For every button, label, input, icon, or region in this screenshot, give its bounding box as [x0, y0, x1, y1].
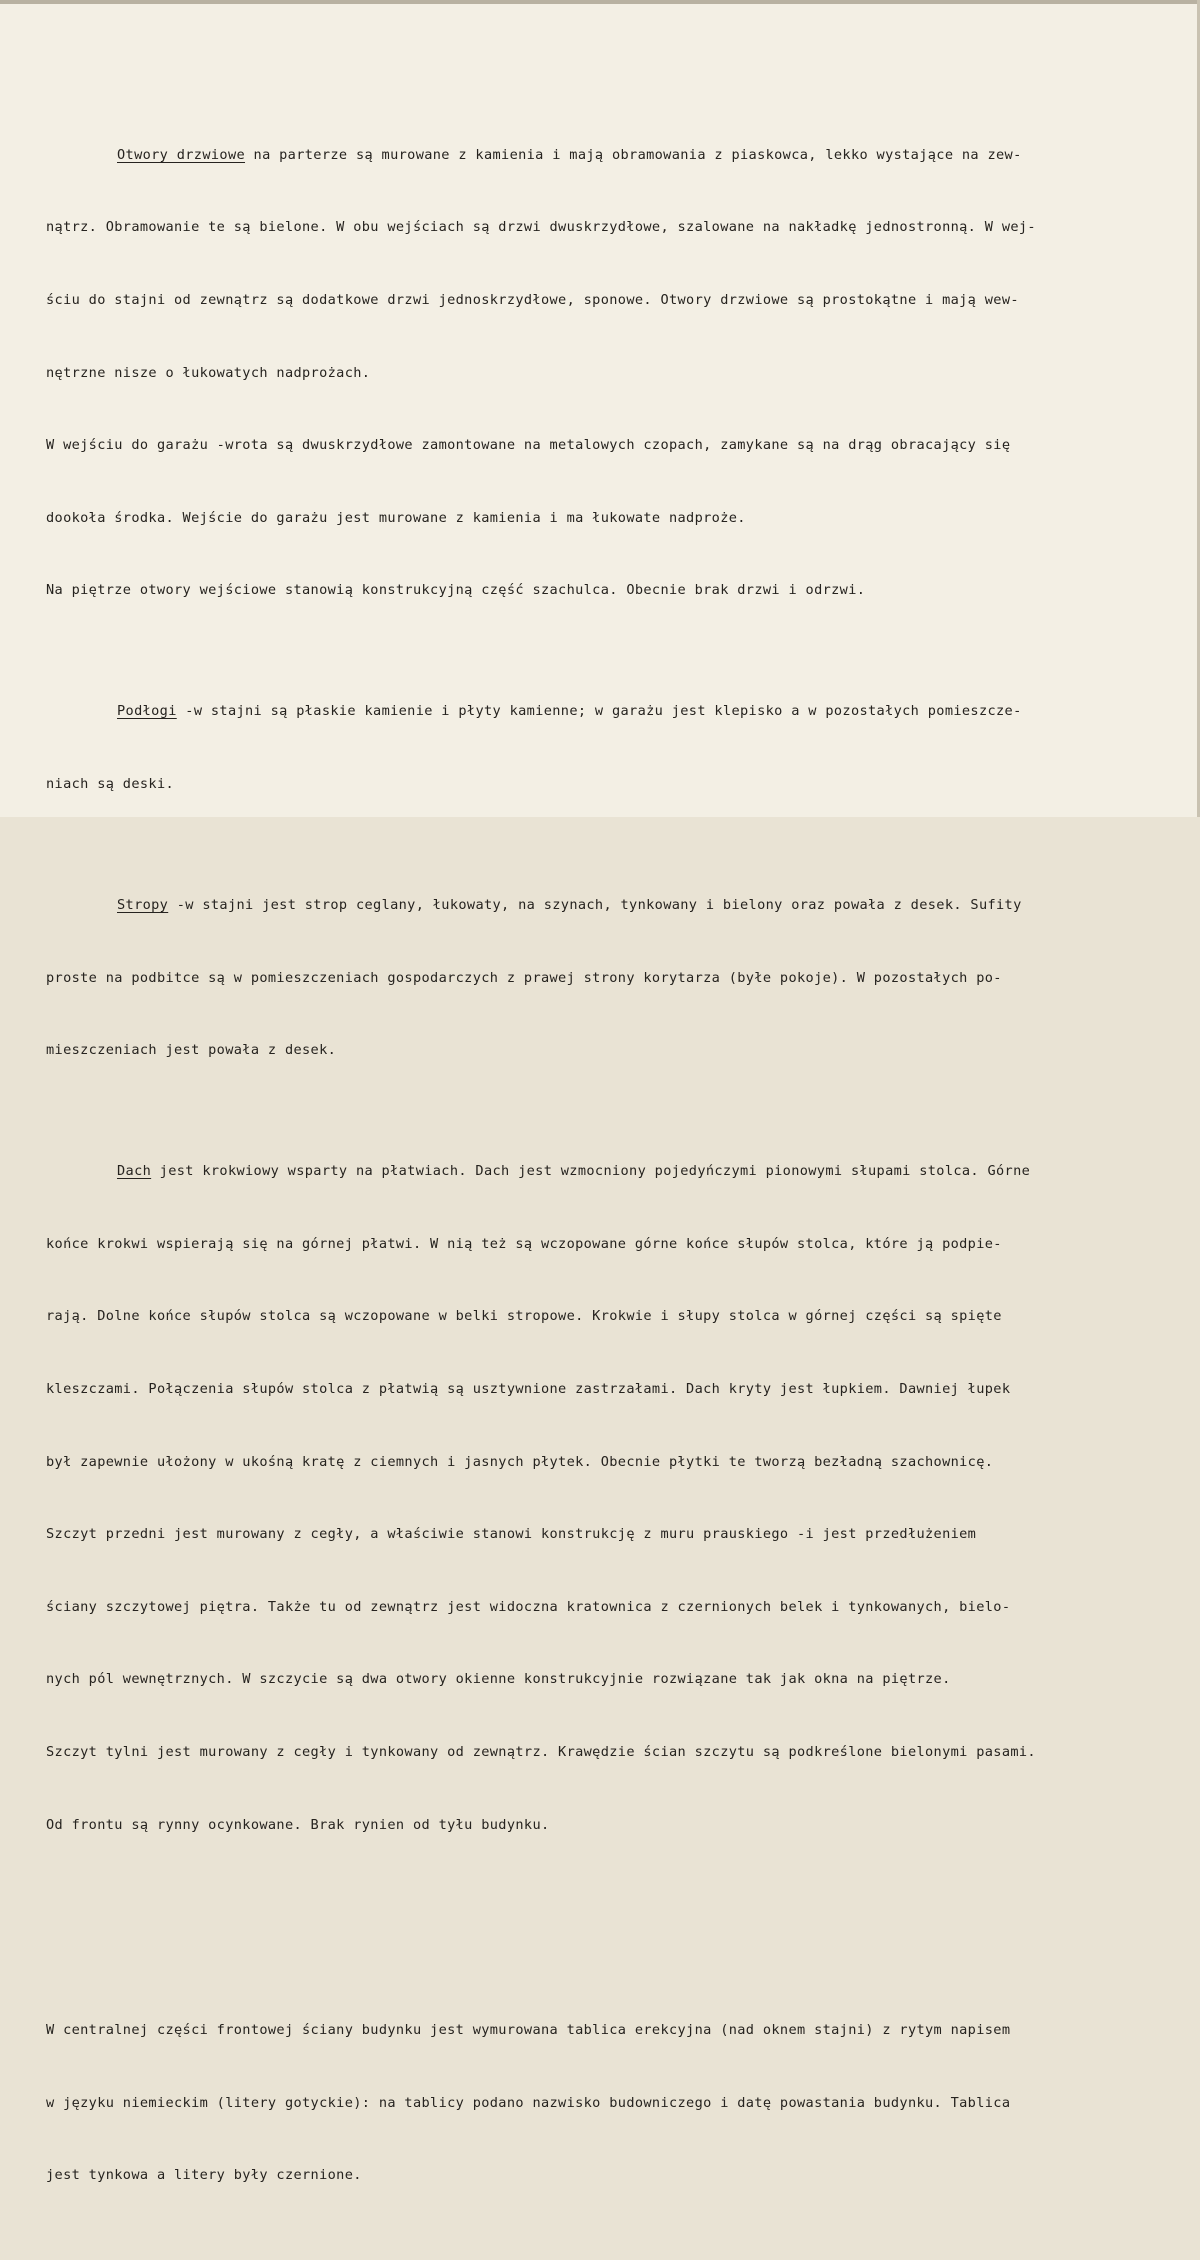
p1-line-5: W wejściu do garażu -wrota są dwuskrzydłowe zamontowane na metalowych czopach, zamykane są na drąg obracający się: [46, 437, 1011, 454]
heading-otwory-drzwiowe: Otwory drzwiowe: [117, 146, 246, 163]
p3-line-1: Stropy -w stajni jest strop ceglany, łukowaty, na szynach, tynkowany i bielony oraz powała z desek. Sufity: [117, 896, 1022, 913]
p1-line-2: nątrz. Obramowanie te są bielone. W obu wejściach są drzwi dwuskrzydłowe, szalowane na nakładkę jednostronną. W wej-: [46, 219, 1036, 236]
p1-line-3: ściu do stajni od zewnątrz są dodatkowe drzwi jednoskrzydłowe, sponowe. Otwory drzwiowe są prostokątne i mają wew-: [46, 292, 1019, 308]
heading-stropy: Stropy: [117, 896, 169, 913]
p4-line-3: rają. Dolne końce słupów stolca są wczopowane w belki stropowe. Krokwie i słupy stolca w górnej części są spięte: [46, 1308, 1002, 1325]
p5-line-2: w języku niemieckim (litery gotyckie): na tablicy podano nazwisko budowniczego i datę powastania budynku. Tablica: [46, 2094, 1011, 2111]
p4-line-6: Szczyt przedni jest murowany z cegły, a właściwie stanowi konstrukcję z muru prauskiego -i jest przedłużeniem: [46, 1526, 977, 1543]
p4-line-1: Dach jest krokwiowy wsparty na płatwiach. Dach jest wzmocniony pojedyńczymi pionowymi słupami stolca. Górne: [117, 1163, 1031, 1180]
document-body: [46, 46, 1192, 2260]
page-edge-top: [0, 0, 1200, 4]
p4-line-8: nych pól wewnętrznych. W szczycie są dwa otwory okienne konstrukcyjnie rozwiązane tak jak okna na piętrze.: [46, 1671, 951, 1688]
p3-line-2: proste na podbitce są w pomieszczeniach gospodarczych z prawej strony korytarza (byłe pokoje). W pozostałych po-: [46, 969, 1002, 986]
paragraph-gap: [46, 1909, 1192, 1921]
p3-line-3: mieszczeniach jest powała z desek.: [46, 1042, 337, 1059]
p5-line-3: jest tynkowa a litery były czernione.: [46, 2167, 362, 2184]
p4-line-10: Od frontu są rynny ocynkowane. Brak rynien od tyłu budynku.: [46, 1816, 550, 1833]
p2-line-2: niach są deski.: [46, 775, 175, 792]
p1-line-7: Na piętrze otwory wejściowe stanowią konstrukcyjną część szachulca. Obecnie brak drzwi i odrzwi.: [46, 582, 866, 599]
p4-line-9: Szczyt tylni jest murowany z cegły i tynkowany od zewnątrz. Krawędzie ścian szczytu są podkreślone bielonymi pasami.: [46, 1743, 1036, 1760]
p1-line-4: nętrzne nisze o łukowatych nadprożach.: [46, 364, 371, 381]
p4-line-2: końce krokwi wspierają się na górnej płatwi. W nią też są wczopowane górne końce słupów stolca, które ją podpie-: [46, 1235, 1002, 1252]
p1-line-1: Otwory drzwiowe na parterze są murowane z kamienia i mają obramowania z piaskowca, lekko wystające na zew-: [117, 146, 1022, 163]
p4-line-5: był zapewnie ułożony w ukośną kratę z ciemnych i jasnych płytek. Obecnie płytki te tworzą bezładną szachownicę.: [46, 1453, 994, 1470]
heading-dach: Dach: [117, 1163, 152, 1180]
p5-line-1: W centralnej części frontowej ściany budynku jest wymurowana tablica erekcyjna (nad oknem stajni) z rytym napisem: [46, 2022, 1011, 2039]
p4-line-7: ściany szczytowej piętra. Także tu od zewnątrz jest widoczna kratownica z czernionych belek i tynkowanych, bielo-: [46, 1598, 1011, 1615]
p4-line-4: kleszczami. Połączenia słupów stolca z płatwią są usztywnione zastrzałami. Dach kryty jest łupkiem. Dawniej łupek: [46, 1380, 1011, 1397]
p2-line-1: Podłogi -w stajni są płaskie kamienie i płyty kamienne; w garażu jest klepisko a w pozostałych pomieszcze-: [117, 703, 1022, 720]
heading-podlogi: Podłogi: [117, 703, 177, 720]
p1-line-6: dookoła środka. Wejście do garażu jest murowane z kamienia i ma łukowate nadproże.: [46, 509, 746, 526]
